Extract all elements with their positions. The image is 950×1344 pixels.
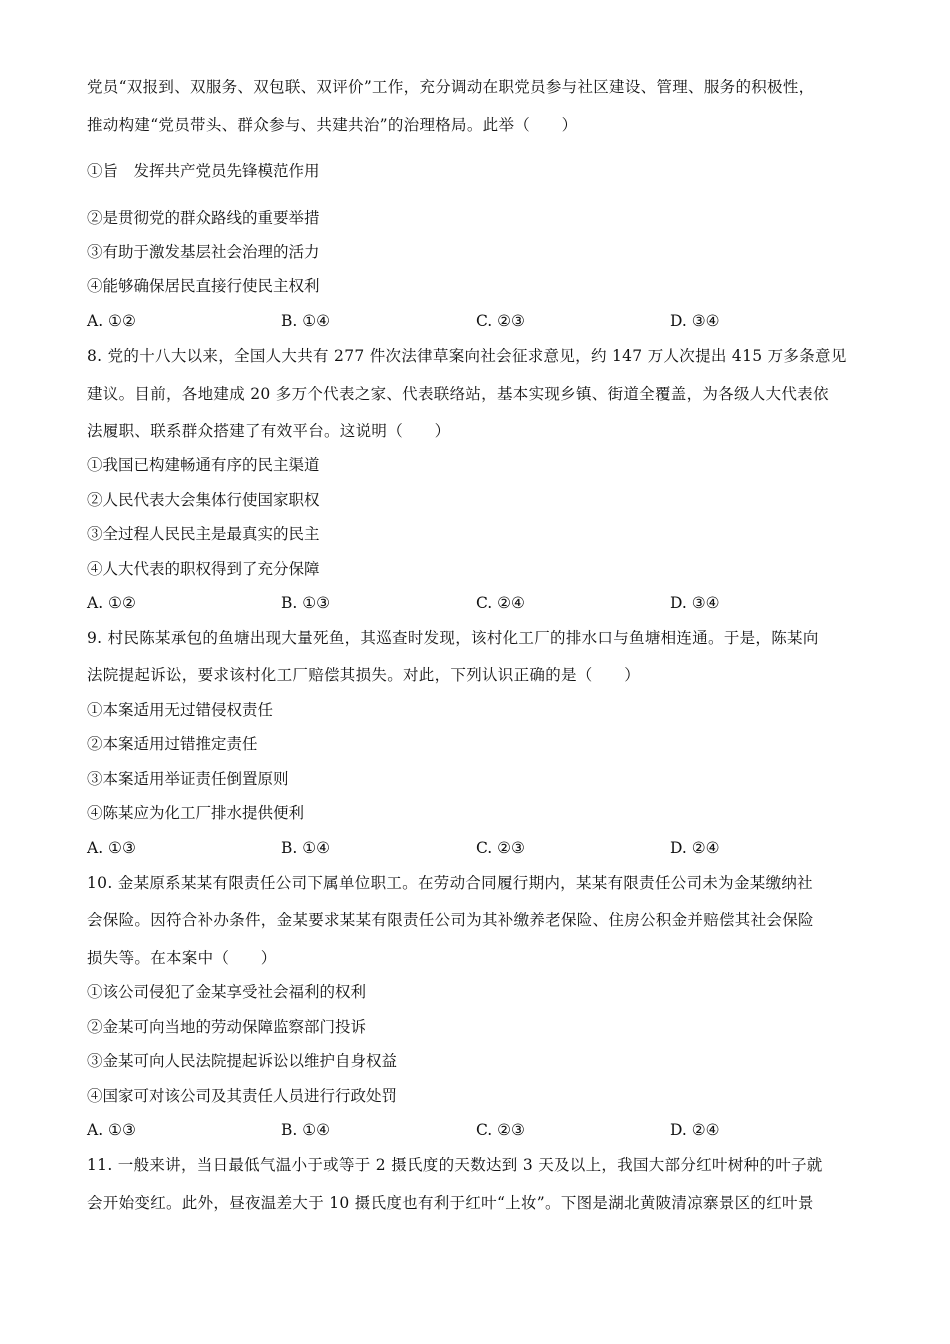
q10-option-d: D. ②④ <box>670 1121 720 1139</box>
q9-option-a: A. ①③ <box>87 839 136 857</box>
q10-stem-line-3: 损失等。在本案中（ ） <box>87 949 277 967</box>
q7-statement-1: ①旨 发挥共产党员先锋模范作用 <box>87 162 320 180</box>
q8-option-d: D. ③④ <box>670 594 720 612</box>
q7-option-b: B. ①④ <box>281 312 331 330</box>
q7-option-d: D. ③④ <box>670 312 720 330</box>
q9-stem-line-1: 9. 村民陈某承包的鱼塘出现大量死鱼，其巡查时发现，该村化工厂的排水口与鱼塘相连通。于是，陈某向 <box>87 629 819 647</box>
q8-options <box>87 593 867 613</box>
q8-option-b: B. ①③ <box>281 594 331 612</box>
q11-stem-line-1: 11. 一般来讲，当日最低气温小于或等于 2 摄氏度的天数达到 3 天及以上，我国大部分红叶树种的叶子就 <box>87 1156 823 1174</box>
q7-statement-4: ④能够确保居民直接行使民主权利 <box>87 277 320 295</box>
q8-stem-line-2: 建议。目前，各地建成 20 多万个代表之家、代表联络站，基本实现乡镇、街道全覆盖，为各级人大代表依 <box>87 385 829 403</box>
q10-option-c: C. ②③ <box>476 1121 525 1139</box>
q8-statement-4: ④人大代表的职权得到了充分保障 <box>87 560 320 578</box>
q9-options <box>87 838 867 858</box>
q10-stem-line-1: 10. 金某原系某某有限责任公司下属单位职工。在劳动合同履行期内，某某有限责任公司未为金某缴纳社 <box>87 874 813 892</box>
q9-stem-line-2: 法院提起诉讼，要求该村化工厂赔偿其损失。对此，下列认识正确的是（ ） <box>87 666 641 684</box>
q8-statement-3: ③全过程人民民主是最真实的民主 <box>87 525 320 543</box>
q10-stem-line-2: 会保险。因符合补办条件，金某要求某某有限责任公司为其补缴养老保险、住房公积金并赔偿其社会保险 <box>87 911 814 929</box>
q8-option-c: C. ②④ <box>476 594 525 612</box>
q9-statement-3: ③本案适用举证责任倒置原则 <box>87 770 289 788</box>
q9-option-c: C. ②③ <box>476 839 525 857</box>
q10-options <box>87 1120 867 1140</box>
q10-option-a: A. ①③ <box>87 1121 136 1139</box>
q9-statement-1: ①本案适用无过错侵权责任 <box>87 701 274 719</box>
q11-stem-line-2: 会开始变红。此外，昼夜温差大于 10 摄氏度也有利于红叶“上妆”。下图是湖北黄陂清凉寨景区的红叶景 <box>87 1194 814 1212</box>
q9-statement-4: ④陈某应为化工厂排水提供便利 <box>87 804 305 822</box>
q10-statement-4: ④国家可对该公司及其责任人员进行行政处罚 <box>87 1087 398 1105</box>
q7-statement-2: ②是贯彻党的群众路线的重要举措 <box>87 209 320 227</box>
q10-statement-2: ②金某可向当地的劳动保障监察部门投诉 <box>87 1018 367 1036</box>
q8-statement-1: ①我国已构建畅通有序的民主渠道 <box>87 456 320 474</box>
q8-stem-line-3: 法履职、联系群众搭建了有效平台。这说明（ ） <box>87 422 451 440</box>
q9-option-d: D. ②④ <box>670 839 720 857</box>
q7-option-c: C. ②③ <box>476 312 525 330</box>
q10-option-b: B. ①④ <box>281 1121 331 1139</box>
q7-stem-line-1: 党员“双报到、双服务、双包联、双评价”工作，充分调动在职党员参与社区建设、管理、服务的积极性， <box>87 78 815 96</box>
q9-option-b: B. ①④ <box>281 839 331 857</box>
q10-statement-1: ①该公司侵犯了金某享受社会福利的权利 <box>87 983 367 1001</box>
q7-option-a: A. ①② <box>87 312 136 330</box>
q8-statement-2: ②人民代表大会集体行使国家职权 <box>87 491 320 509</box>
q7-statement-3: ③有助于激发基层社会治理的活力 <box>87 243 320 261</box>
q8-stem-line-1: 8. 党的十八大以来，全国人大共有 277 件次法律草案向社会征求意见，约 147 万人次提出 415 万多条意见 <box>87 347 847 365</box>
q8-option-a: A. ①② <box>87 594 136 612</box>
q10-statement-3: ③金某可向人民法院提起诉讼以维护自身权益 <box>87 1052 398 1070</box>
q7-stem-line-2: 推动构建“党员带头、群众参与、共建共治”的治理格局。此举（ ） <box>87 116 578 134</box>
q7-options <box>87 311 867 331</box>
q9-statement-2: ②本案适用过错推定责任 <box>87 735 258 753</box>
